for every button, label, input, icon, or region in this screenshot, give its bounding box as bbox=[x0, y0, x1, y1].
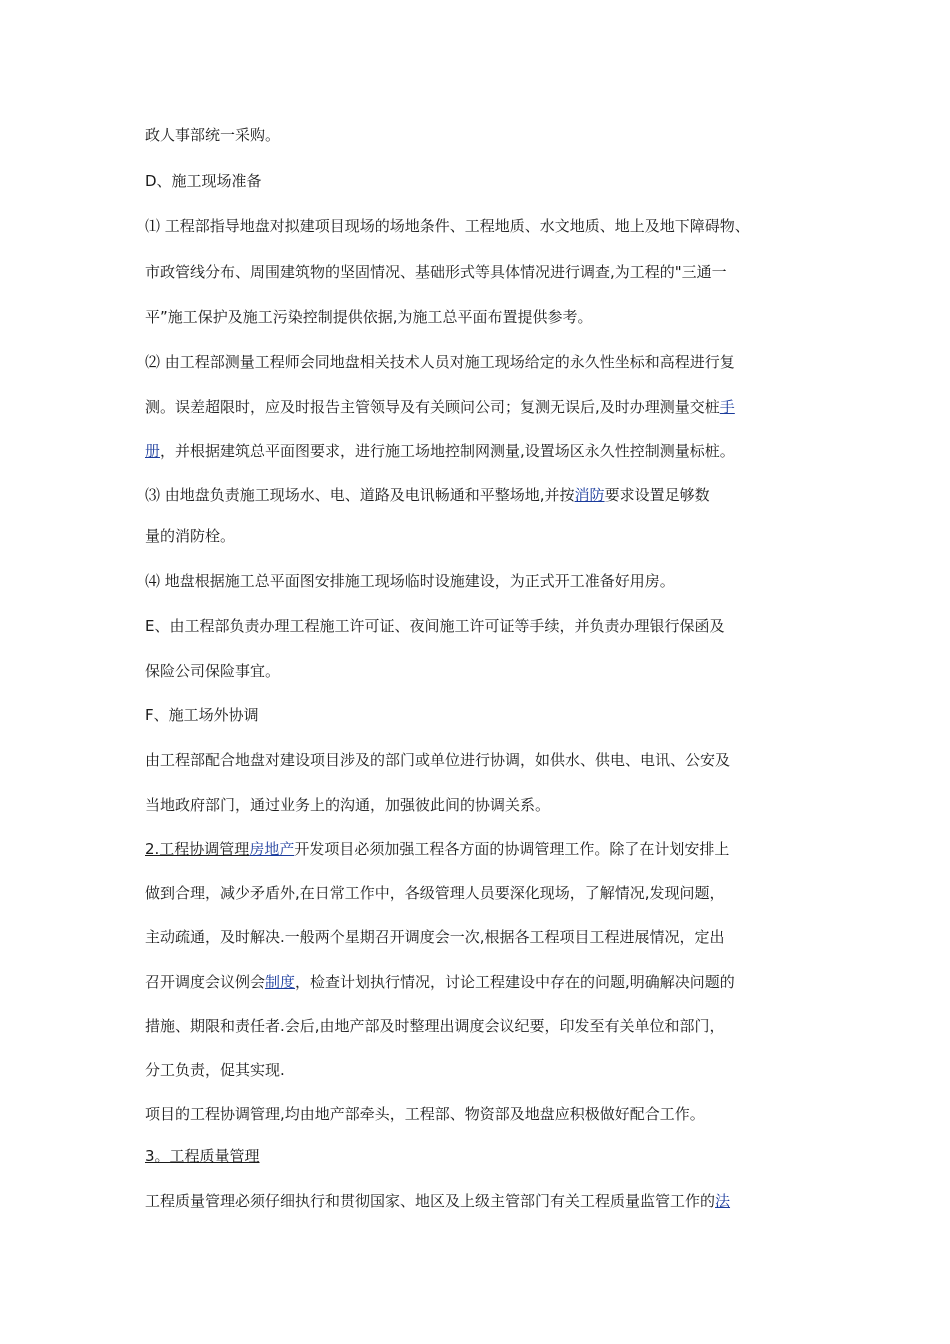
text-span: 开发项目必须加强工程各方面的协调管理工作。除了在计划安排上 bbox=[294, 840, 730, 858]
link-fangdichan[interactable]: 房地产 bbox=[249, 840, 295, 858]
link-shouce-part2[interactable]: 册 bbox=[145, 442, 161, 460]
paragraph-line bbox=[145, 440, 735, 462]
section-heading-f: F、施工场外协调 bbox=[145, 706, 259, 724]
paragraph-line: 政人事部统一采购。 bbox=[145, 126, 281, 144]
paragraph-line: ⑷ 地盘根据施工总平面图安排施工现场临时设施建设，为正式开工准备好用房。 bbox=[145, 572, 675, 590]
text-span: ，并根据建筑总平面图要求，进行施工场地控制网测量,设置场区永久性控制测量标桩。 bbox=[160, 442, 735, 460]
section-heading-3 bbox=[145, 1145, 260, 1167]
paragraph-line bbox=[145, 971, 735, 993]
paragraph-line: 做到合理，减少矛盾外,在日常工作中，各级管理人员要深化现场，了解情况,发现问题， bbox=[145, 884, 725, 902]
paragraph-line bbox=[145, 838, 729, 860]
text-span: 测。误差超限时，应及时报告主管领导及有关顾问公司；复测无误后,及时办理测量交桩 bbox=[145, 398, 720, 416]
text-span: 召开调度会议例会 bbox=[145, 973, 266, 991]
paragraph-line: 市政管线分布、周围建筑物的坚固情况、基础形式等具体情况进行调查,为工程的"三通一 bbox=[145, 263, 727, 281]
section-heading-2: 2.工程协调管理 bbox=[145, 840, 250, 858]
paragraph-line: 主动疏通，及时解决.一般两个星期召开调度会一次,根据各工程项目工程进展情况，定出 bbox=[145, 928, 725, 946]
text-span: ⑶ 由地盘负责施工现场水、电、道路及电讯畅通和平整场地,并按 bbox=[145, 486, 575, 504]
paragraph-line: 保险公司保险事宜。 bbox=[145, 662, 281, 680]
text-span: ，检查计划执行情况，讨论工程建设中存在的问题,明确解决问题的 bbox=[295, 973, 735, 991]
link-shouce-part1[interactable]: 手 bbox=[719, 398, 735, 416]
paragraph-line: ⑴ 工程部指导地盘对拟建项目现场的场地条件、工程地质、水文地质、地上及地下障碍物、 bbox=[145, 217, 750, 235]
paragraph-line: 措施、期限和责任者.会后,由地产部及时整理出调度会议纪要，印发至有关单位和部门， bbox=[145, 1017, 725, 1035]
section-heading-d: D、施工现场准备 bbox=[145, 172, 262, 190]
paragraph-line: 量的消防栓。 bbox=[145, 527, 236, 545]
link-zhidu[interactable]: 制度 bbox=[265, 973, 296, 991]
paragraph-line: 项目的工程协调管理,均由地产部牵头，工程部、物资部及地盘应积极做好配合工作。 bbox=[145, 1105, 705, 1123]
paragraph-line: 由工程部配合地盘对建设项目涉及的部门或单位进行协调，如供水、供电、电讯、公安及 bbox=[145, 751, 731, 769]
paragraph-line: 当地政府部门，通过业务上的沟通，加强彼此间的协调关系。 bbox=[145, 796, 551, 814]
link-fa[interactable]: 法 bbox=[715, 1192, 731, 1210]
text-span: 工程质量管理必须仔细执行和贯彻国家、地区及上级主管部门有关工程质量监管工作的 bbox=[145, 1192, 716, 1210]
paragraph-line: 分工负责，促其实现. bbox=[145, 1061, 285, 1079]
paragraph-line bbox=[145, 484, 710, 506]
section-heading-3-text: 3。工程质量管理 bbox=[145, 1147, 260, 1165]
paragraph-line: 平”施工保护及施工污染控制提供依据,为施工总平面布置提供参考。 bbox=[145, 308, 593, 326]
text-span: 要求设置足够数 bbox=[604, 486, 710, 504]
paragraph-line: ⑵ 由工程部测量工程师会同地盘相关技术人员对施工现场给定的永久性坐标和高程进行复 bbox=[145, 353, 735, 371]
link-xiaofang[interactable]: 消防 bbox=[574, 486, 605, 504]
paragraph-line: E、由工程部负责办理工程施工许可证、夜间施工许可证等手续，并负责办理银行保函及 bbox=[145, 617, 725, 635]
paragraph-line bbox=[145, 396, 735, 418]
paragraph-line bbox=[145, 1190, 730, 1212]
